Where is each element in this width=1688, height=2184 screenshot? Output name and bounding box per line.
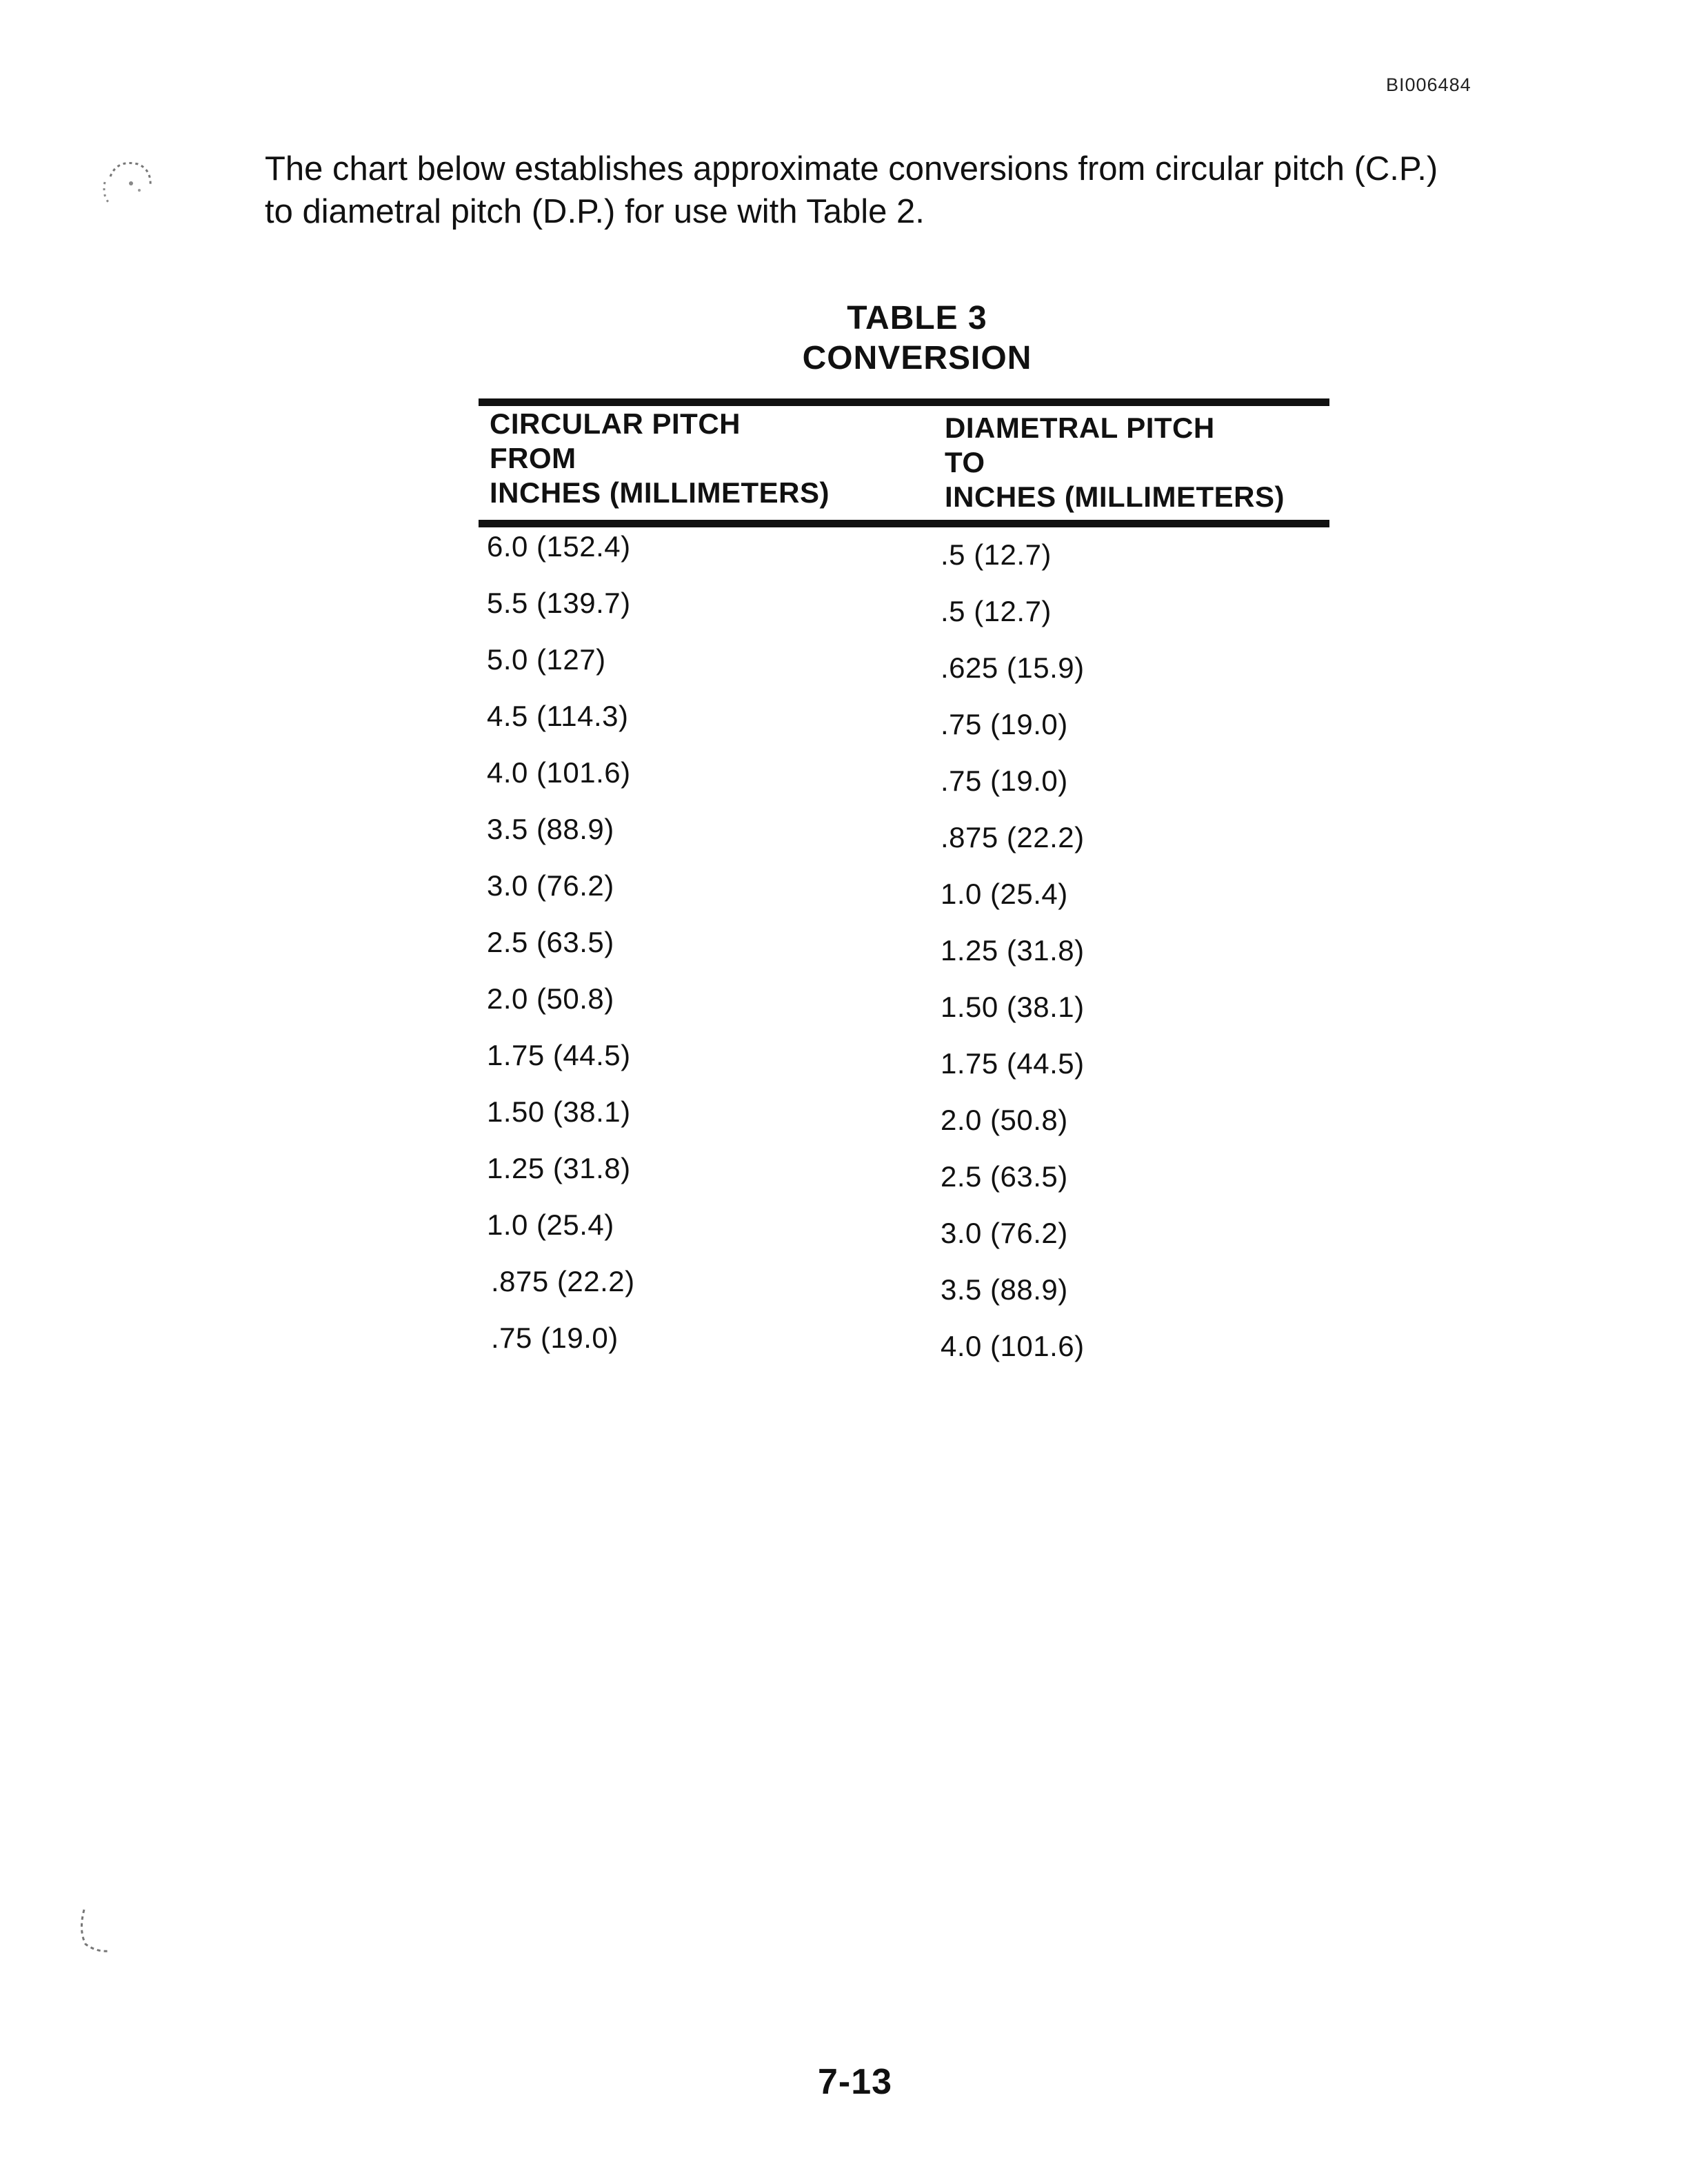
cell-diametral-pitch: 4.0 (101.6) bbox=[941, 1330, 1085, 1362]
cell-diametral-pitch: 1.25 (31.8) bbox=[941, 934, 1085, 967]
cell-diametral-pitch: 2.0 (50.8) bbox=[941, 1104, 1068, 1136]
cell-diametral-pitch: 1.75 (44.5) bbox=[941, 1047, 1085, 1080]
cell-circular-pitch: 1.25 (31.8) bbox=[487, 1152, 631, 1184]
intro-paragraph bbox=[265, 148, 1534, 233]
cell-diametral-pitch: 3.0 (76.2) bbox=[941, 1217, 1068, 1249]
cell-diametral-pitch: .5 (12.7) bbox=[941, 595, 1052, 627]
scan-artifact-bottom-left bbox=[76, 1903, 124, 1958]
cell-circular-pitch: 5.0 (127) bbox=[487, 643, 606, 676]
cell-circular-pitch: 1.0 (25.4) bbox=[487, 1209, 614, 1241]
cell-circular-pitch: 1.75 (44.5) bbox=[487, 1039, 631, 1071]
cell-diametral-pitch: .875 (22.2) bbox=[941, 821, 1085, 853]
table-top-rule bbox=[479, 398, 1329, 406]
cell-circular-pitch: 4.0 (101.6) bbox=[487, 756, 631, 789]
cell-circular-pitch: 2.5 (63.5) bbox=[487, 926, 614, 958]
header-line: TO bbox=[945, 446, 985, 478]
cell-circular-pitch: 2.0 (50.8) bbox=[487, 982, 614, 1015]
scan-artifact-top-left bbox=[90, 149, 165, 211]
intro-line-2: to diametral pitch (D.P.) for use with Table 2. bbox=[265, 193, 925, 230]
cell-circular-pitch: 3.5 (88.9) bbox=[487, 813, 614, 845]
cell-diametral-pitch: .75 (19.0) bbox=[941, 765, 1068, 797]
header-line: FROM bbox=[490, 442, 576, 474]
header-line: CIRCULAR PITCH bbox=[490, 407, 741, 440]
table-title: CONVERSION bbox=[802, 340, 1032, 376]
header-line: INCHES (MILLIMETERS) bbox=[945, 481, 1285, 513]
cell-circular-pitch: .875 (22.2) bbox=[491, 1265, 635, 1297]
cell-diametral-pitch: 1.0 (25.4) bbox=[941, 878, 1068, 910]
document-id: BI006484 bbox=[1386, 74, 1471, 95]
header-line: DIAMETRAL PITCH bbox=[945, 412, 1215, 444]
column-header-diametral-pitch bbox=[945, 411, 1285, 514]
table-number: TABLE 3 bbox=[847, 300, 987, 336]
cell-circular-pitch: 4.5 (114.3) bbox=[487, 700, 629, 732]
column-header-circular-pitch bbox=[490, 407, 830, 510]
cell-diametral-pitch: .625 (15.9) bbox=[941, 651, 1085, 684]
cell-circular-pitch: 5.5 (139.7) bbox=[487, 587, 631, 619]
page-number: 7-13 bbox=[817, 2062, 893, 2102]
cell-diametral-pitch: 2.5 (63.5) bbox=[941, 1160, 1068, 1193]
intro-line-1: The chart below establishes approximate conversions from circular pitch (C.P.) bbox=[265, 150, 1438, 188]
cell-circular-pitch: 6.0 (152.4) bbox=[487, 530, 631, 563]
cell-diametral-pitch: .75 (19.0) bbox=[941, 708, 1068, 740]
header-line: INCHES (MILLIMETERS) bbox=[490, 476, 830, 509]
cell-diametral-pitch: .5 (12.7) bbox=[941, 538, 1052, 571]
cell-circular-pitch: 3.0 (76.2) bbox=[487, 869, 614, 902]
cell-circular-pitch: .75 (19.0) bbox=[491, 1322, 619, 1354]
header-bottom-rule bbox=[479, 520, 1329, 527]
cell-diametral-pitch: 3.5 (88.9) bbox=[941, 1273, 1068, 1306]
cell-diametral-pitch: 1.50 (38.1) bbox=[941, 991, 1085, 1023]
cell-circular-pitch: 1.50 (38.1) bbox=[487, 1095, 631, 1128]
